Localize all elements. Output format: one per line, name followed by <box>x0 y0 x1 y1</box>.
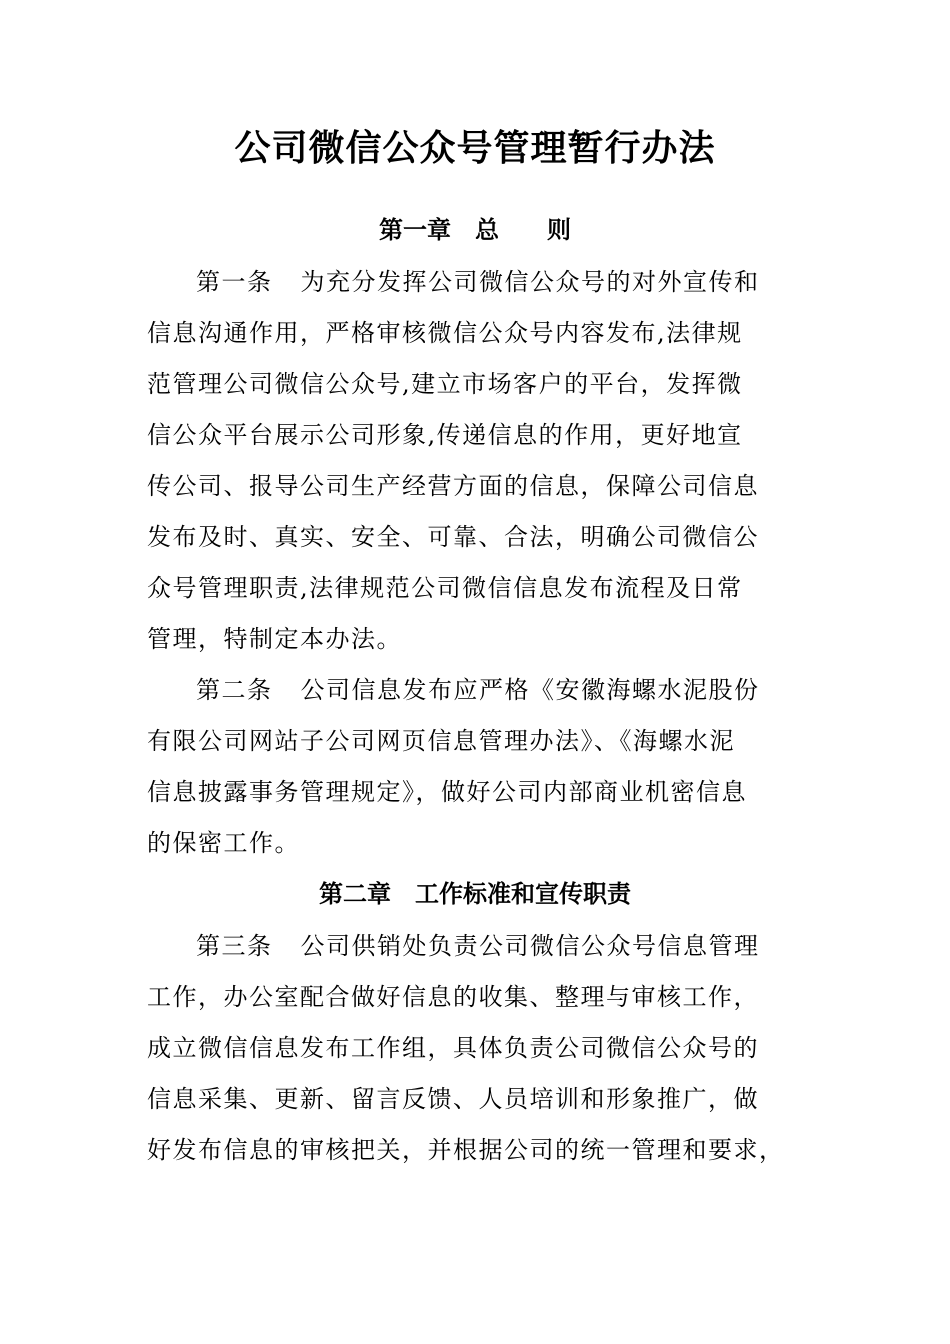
chapter-2-text: 工作标准和宣传职责 <box>415 879 631 908</box>
article-2-line-2: 有限公司网站子公司网页信息管理办法》、《海螺水泥 <box>147 727 735 755</box>
article-2-line-1 <box>196 673 776 707</box>
article-1-line-5: 传公司、报导公司生产经营方面的信息，保障公司信息 <box>147 472 759 500</box>
chapter-1-word-1: 总 <box>475 215 499 244</box>
article-1-line-7: 众号管理职责,法律规范公司微信信息发布流程及日常 <box>147 574 743 602</box>
chapter-1-label: 第一章 <box>379 215 451 244</box>
article-1-line-2: 信息沟通作用，严格审核微信公众号内容发布,法律规 <box>147 319 743 347</box>
article-2-line-3: 信息披露事务管理规定》，做好公司内部商业机密信息 <box>147 778 747 806</box>
chapter-2-heading <box>0 876 950 912</box>
article-3-line-2: 工作，办公室配合做好信息的收集、整理与审核工作， <box>147 983 759 1011</box>
article-1-line-1 <box>196 265 776 299</box>
chapter-2-label: 第二章 <box>319 879 391 908</box>
article-3-line-1 <box>196 929 776 963</box>
article-3-line-3: 成立微信信息发布工作组，具体负责公司微信公众号的 <box>147 1034 759 1062</box>
document-title: 公司微信公众号管理暂行办法 <box>234 127 716 169</box>
article-1-line-4: 信公众平台展示公司形象,传递信息的作用，更好地宣 <box>147 421 743 449</box>
article-3-number: 第三条 <box>196 932 273 960</box>
article-1-line-8: 管理，特制定本办法。 <box>147 625 402 653</box>
article-3-text: 公司供销处负责公司微信公众号信息管理 <box>300 932 760 960</box>
article-3-line-4: 信息采集、更新、留言反馈、人员培训和形象推广，做 <box>147 1085 759 1113</box>
article-1-line-6: 发布及时、真实、安全、可靠、合法，明确公司微信公 <box>147 523 759 551</box>
article-2-number: 第二条 <box>196 676 273 704</box>
article-3-line-5: 好发布信息的审核把关，并根据公司的统一管理和要求， <box>147 1136 785 1164</box>
chapter-1-heading <box>0 212 950 248</box>
article-1-number: 第一条 <box>196 268 273 296</box>
article-2-line-4: 的保密工作。 <box>147 829 300 857</box>
chapter-1-word-2: 则 <box>547 215 571 244</box>
article-1-text: 为充分发挥公司微信公众号的对外宣传和 <box>300 268 760 296</box>
article-2-text: 公司信息发布应严格《安徽海螺水泥股份 <box>300 676 760 704</box>
article-1-line-3: 范管理公司微信公众号,建立市场客户的平台，发挥微 <box>147 370 743 398</box>
